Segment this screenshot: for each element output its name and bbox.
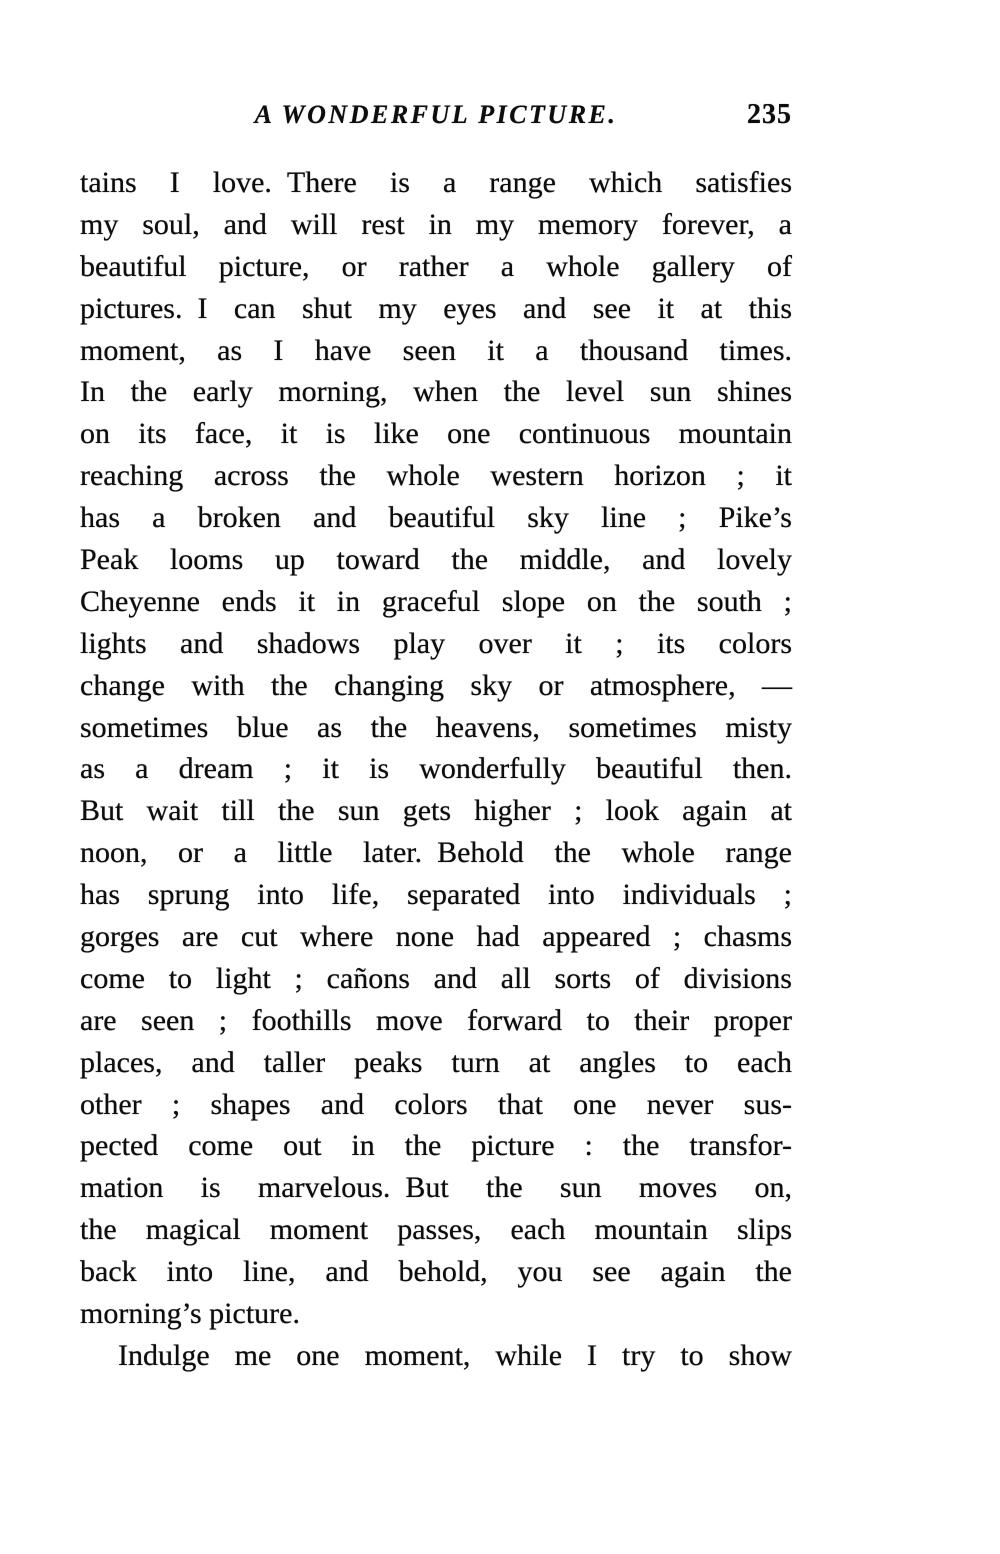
text-line: on its face, it is like one continuous mountain [80, 417, 792, 451]
text-line: reaching across the whole western horizon ; it [80, 459, 792, 493]
text-line: has sprung into life, separated into individuals ; [80, 878, 792, 912]
text-line: mation is marvelous. But the sun moves on, [80, 1171, 792, 1205]
text-line: as a dream ; it is wonderfully beautiful then. [80, 752, 792, 786]
text-line: are seen ; foothills move forward to their proper [80, 1003, 792, 1037]
text-line: lights and shadows play over it ; its colors [80, 626, 792, 660]
text-line: beautiful picture, or rather a whole gallery of [80, 249, 792, 283]
paragraph [80, 1335, 792, 1377]
text-line: has a broken and beautiful sky line ; Pike’s [80, 501, 792, 535]
text-line: gorges are cut where none had appeared ; chasms [80, 920, 792, 954]
text-line: morning’s picture. [80, 1297, 300, 1331]
text-line: places, and taller peaks turn at angles to each [80, 1045, 792, 1079]
text-line: my soul, and will rest in my memory forever, a [80, 207, 792, 241]
text-line: pected come out in the picture : the transfor- [80, 1129, 792, 1163]
text-line: back into line, and behold, you see again the [80, 1255, 792, 1289]
text-line: Peak looms up toward the middle, and lovely [80, 543, 792, 577]
text-line: pictures. I can shut my eyes and see it at this [80, 291, 792, 325]
text-line: Cheyenne ends it in graceful slope on the south ; [80, 584, 792, 618]
text-line: other ; shapes and colors that one never sus- [80, 1087, 792, 1121]
page-header [80, 100, 792, 134]
text-line: tains I love. There is a range which satisfies [80, 166, 792, 199]
running-title: A WONDERFUL PICTURE. [254, 100, 618, 129]
text-line: sometimes blue as the heavens, sometimes misty [80, 710, 792, 744]
text-line: moment, as I have seen it a thousand times. [80, 333, 792, 367]
page-text [80, 162, 792, 1377]
text-line: the magical moment passes, each mountain slips [80, 1213, 792, 1247]
text-line: Indulge me one moment, while I try to show [118, 1338, 792, 1372]
paragraph [80, 162, 792, 1335]
text-line: noon, or a little later. Behold the whole range [80, 836, 792, 870]
text-line: come to light ; cañons and all sorts of divisions [80, 961, 792, 995]
page-number: 235 [747, 99, 792, 130]
text-line: change with the changing sky or atmosphere, — [80, 668, 792, 702]
text-line: In the early morning, when the level sun shines [80, 375, 792, 409]
text-line: But wait till the sun gets higher ; look again at [80, 794, 792, 828]
